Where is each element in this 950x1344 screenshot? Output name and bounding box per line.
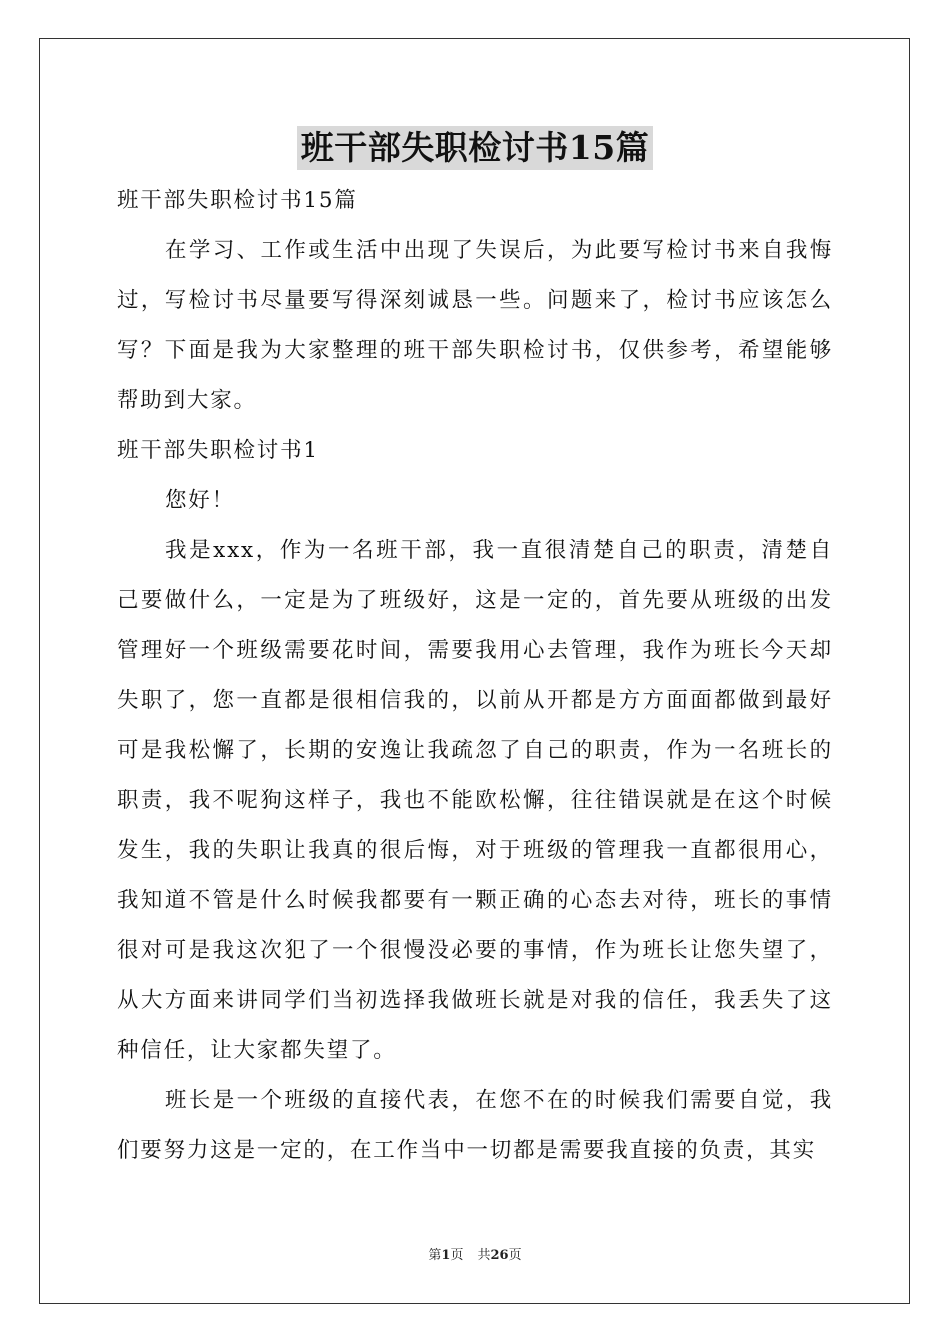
paragraph: 班干部失职检讨书15篇: [117, 188, 358, 213]
paragraph: 我是xxx，作为一名班干部，我一直很清楚自己的职责，清楚自己要做什么，一定是为了班级好，这是一定的，首先要从班级的出发管理好一个班级需要花时间，需要我用心去管理，我作为班长今天却失职了，您一直都是很相信我的，以前从开都是方方面面都做到最好可是我松懈了，长期的安逸让我疏忽了自己的职责，作为一名班长的职责，我不呢狗这样子，我也不能欧松懈，往往错误就是在这个时候发生，我的失职让我真的很后悔，对于班级的管理我一直都很用心，我知道不管是什么时候我都要有一颗正确的心态去对待，班长的事情很对可是我这次犯了一个很慢没必要的事情，作为班长让您失望了，从大方面来讲同学们当初选择我做班长就是对我的信任，我丢失了这种信任，让大家都失望了。: [117, 538, 833, 1063]
title-container: [0, 126, 950, 170]
page-suffix: 页: [450, 1248, 464, 1263]
section-heading: 班干部失职检讨书1: [117, 438, 319, 463]
page-footer: [0, 1244, 950, 1263]
total-pages: 26: [490, 1248, 509, 1263]
document-title: 班干部失职检讨书15篇: [297, 126, 653, 170]
page-prefix: 第: [428, 1248, 442, 1263]
paragraph: 在学习、工作或生活中出现了失误后，为此要写检讨书来自我悔过，写检讨书尽量要写得深刻诚恳一些。问题来了，检讨书应该怎么写？下面是我为大家整理的班干部失职检讨书，仅供参考，希望能够帮助到大家。: [117, 238, 833, 413]
total-prefix: 共: [477, 1248, 491, 1263]
page-number: 1: [441, 1248, 451, 1263]
greeting: 您好！: [165, 488, 235, 513]
total-suffix: 页: [508, 1248, 522, 1263]
document-body: [117, 176, 833, 1176]
paragraph: 班长是一个班级的直接代表，在您不在的时候我们需要自觉，我们要努力这是一定的，在工作当中一切都是需要我直接的负责，其实: [117, 1088, 833, 1163]
